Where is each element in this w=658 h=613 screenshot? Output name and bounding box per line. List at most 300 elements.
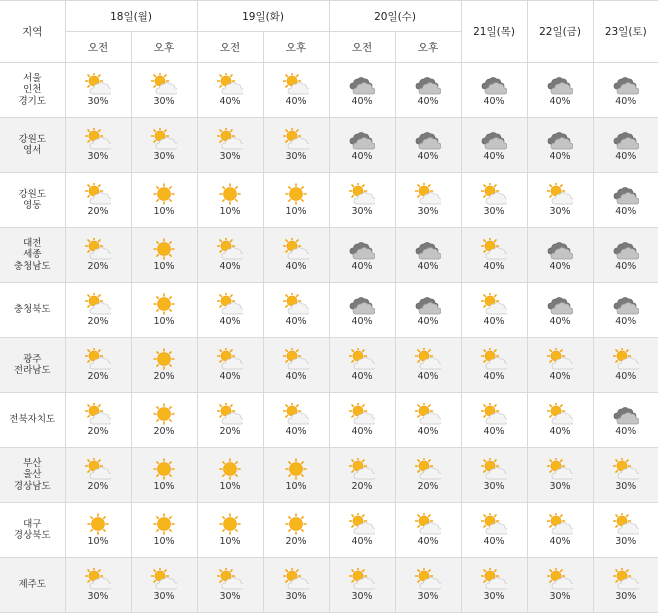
sun-behind-cloud-icon	[481, 403, 507, 425]
forecast-cell	[461, 283, 527, 338]
sun-icon	[151, 293, 177, 315]
am-header: 오전	[65, 32, 131, 63]
sun-behind-cloud-icon	[283, 293, 309, 315]
forecast-cell	[461, 338, 527, 393]
precipitation-percent: 40%	[417, 426, 439, 437]
forecast-cell	[65, 173, 131, 228]
precipitation-percent: 20%	[351, 481, 373, 492]
sun-behind-cloud-icon	[217, 348, 243, 370]
precipitation-percent: 30%	[87, 591, 109, 602]
precipitation-percent: 20%	[87, 261, 109, 272]
region-name-line: 영동	[23, 200, 42, 211]
precipitation-percent: 20%	[219, 426, 241, 437]
precipitation-percent: 10%	[153, 536, 175, 547]
precipitation-percent: 30%	[549, 591, 571, 602]
sun-behind-cloud-icon	[481, 568, 507, 590]
forecast-cell	[65, 118, 131, 173]
forecast-cell	[329, 448, 395, 503]
precipitation-percent: 10%	[285, 481, 307, 492]
forecast-cell	[329, 393, 395, 448]
sun-behind-cloud-icon	[217, 403, 243, 425]
region-cell	[0, 283, 65, 338]
sun-icon	[151, 238, 177, 260]
cloud-icon	[613, 128, 639, 150]
precipitation-percent: 10%	[285, 206, 307, 217]
precipitation-percent: 40%	[483, 261, 505, 272]
sun-behind-cloud-icon	[349, 513, 375, 535]
forecast-cell	[197, 448, 263, 503]
precipitation-percent: 40%	[615, 426, 637, 437]
region-cell	[0, 558, 65, 613]
precipitation-percent: 20%	[153, 426, 175, 437]
cloud-icon	[349, 293, 375, 315]
precipitation-percent: 40%	[351, 426, 373, 437]
precipitation-percent: 20%	[87, 371, 109, 382]
forecast-cell	[593, 558, 658, 613]
forecast-cell	[593, 173, 658, 228]
precipitation-percent: 40%	[351, 96, 373, 107]
region-name-line: 서울	[23, 72, 42, 84]
cloud-icon	[613, 293, 639, 315]
region-name-line: 강원도	[18, 188, 47, 200]
forecast-cell	[593, 503, 658, 558]
precipitation-percent: 10%	[153, 481, 175, 492]
sun-behind-cloud-icon	[547, 458, 573, 480]
sun-behind-cloud-icon	[481, 183, 507, 205]
forecast-cell	[65, 448, 131, 503]
cloud-icon	[613, 73, 639, 95]
sun-behind-cloud-icon	[481, 293, 507, 315]
forecast-cell	[461, 558, 527, 613]
forecast-cell	[461, 393, 527, 448]
forecast-cell	[131, 338, 197, 393]
sun-behind-cloud-icon	[151, 568, 177, 590]
sun-behind-cloud-icon	[217, 128, 243, 150]
forecast-cell	[131, 118, 197, 173]
sun-icon	[151, 348, 177, 370]
sun-behind-cloud-icon	[151, 73, 177, 95]
forecast-cell	[263, 63, 329, 118]
region-name-line: 세종	[23, 249, 42, 261]
region-name-line: 충청남도	[13, 260, 51, 272]
precipitation-percent: 40%	[549, 316, 571, 327]
cloud-icon	[547, 238, 573, 260]
am-header: 오전	[197, 32, 263, 63]
sun-behind-cloud-icon	[85, 183, 111, 205]
sun-behind-cloud-icon	[415, 458, 441, 480]
sun-icon	[217, 513, 243, 535]
day-header: 22일(금)	[527, 1, 593, 63]
forecast-cell	[593, 118, 658, 173]
sun-behind-cloud-icon	[349, 348, 375, 370]
region-name-line: 경상남도	[13, 480, 51, 492]
forecast-cell	[593, 338, 658, 393]
forecast-cell	[263, 393, 329, 448]
precipitation-percent: 40%	[615, 206, 637, 217]
forecast-cell	[263, 118, 329, 173]
forecast-cell	[395, 393, 461, 448]
forecast-cell	[65, 338, 131, 393]
precipitation-percent: 30%	[417, 591, 439, 602]
table-row	[0, 503, 658, 558]
forecast-cell	[197, 503, 263, 558]
precipitation-percent: 30%	[351, 591, 373, 602]
forecast-cell	[527, 503, 593, 558]
sun-behind-cloud-icon	[85, 568, 111, 590]
forecast-cell	[593, 228, 658, 283]
region-cell	[0, 228, 65, 283]
precipitation-percent: 40%	[417, 371, 439, 382]
day-header: 18일(월)	[65, 1, 197, 32]
forecast-cell	[527, 558, 593, 613]
forecast-cell	[527, 228, 593, 283]
precipitation-percent: 30%	[285, 591, 307, 602]
forecast-cell	[527, 338, 593, 393]
sun-icon	[151, 183, 177, 205]
precipitation-percent: 40%	[549, 261, 571, 272]
sun-behind-cloud-icon	[481, 238, 507, 260]
region-name-line: 강원도	[18, 133, 47, 145]
forecast-cell	[263, 558, 329, 613]
precipitation-percent: 10%	[153, 206, 175, 217]
precipitation-percent: 30%	[219, 151, 241, 162]
sun-behind-cloud-icon	[613, 458, 639, 480]
sun-behind-cloud-icon	[349, 568, 375, 590]
forecast-cell	[65, 558, 131, 613]
forecast-cell	[263, 283, 329, 338]
precipitation-percent: 30%	[615, 481, 637, 492]
sun-behind-cloud-icon	[283, 73, 309, 95]
region-cell	[0, 173, 65, 228]
forecast-cell	[461, 503, 527, 558]
region-cell	[0, 448, 65, 503]
precipitation-percent: 40%	[351, 371, 373, 382]
region-name-line: 제주도	[18, 579, 47, 591]
sun-behind-cloud-icon	[283, 238, 309, 260]
precipitation-percent: 10%	[153, 261, 175, 272]
forecast-cell	[395, 118, 461, 173]
precipitation-percent: 30%	[87, 151, 109, 162]
cloud-icon	[547, 128, 573, 150]
forecast-cell	[65, 283, 131, 338]
forecast-cell	[461, 228, 527, 283]
forecast-cell	[593, 393, 658, 448]
precipitation-percent: 40%	[285, 261, 307, 272]
forecast-cell	[527, 63, 593, 118]
region-cell	[0, 63, 65, 118]
precipitation-percent: 30%	[483, 591, 505, 602]
pm-header: 오후	[263, 32, 329, 63]
precipitation-percent: 30%	[483, 206, 505, 217]
precipitation-percent: 40%	[615, 151, 637, 162]
sun-behind-cloud-icon	[415, 348, 441, 370]
table-row	[0, 63, 658, 118]
precipitation-percent: 20%	[153, 371, 175, 382]
precipitation-percent: 30%	[351, 206, 373, 217]
sun-behind-cloud-icon	[85, 238, 111, 260]
forecast-cell	[593, 63, 658, 118]
cloud-icon	[613, 183, 639, 205]
precipitation-percent: 40%	[549, 371, 571, 382]
precipitation-percent: 40%	[483, 316, 505, 327]
forecast-cell	[65, 63, 131, 118]
sun-icon	[217, 183, 243, 205]
region-cell	[0, 118, 65, 173]
region-name-line: 인천	[23, 84, 42, 96]
day-header: 21일(목)	[461, 1, 527, 63]
cloud-icon	[415, 293, 441, 315]
sun-behind-cloud-icon	[85, 403, 111, 425]
sun-behind-cloud-icon	[481, 348, 507, 370]
day-header: 23일(토)	[593, 1, 658, 63]
precipitation-percent: 40%	[417, 316, 439, 327]
forecast-cell	[263, 448, 329, 503]
sun-behind-cloud-icon	[547, 403, 573, 425]
precipitation-percent: 10%	[87, 536, 109, 547]
precipitation-percent: 20%	[417, 481, 439, 492]
cloud-icon	[415, 238, 441, 260]
region-name-line: 대구	[23, 518, 42, 530]
forecast-cell	[395, 558, 461, 613]
table-row	[0, 448, 658, 503]
sun-behind-cloud-icon	[415, 568, 441, 590]
precipitation-percent: 40%	[351, 261, 373, 272]
precipitation-percent: 40%	[351, 151, 373, 162]
precipitation-percent: 30%	[615, 536, 637, 547]
forecast-cell	[197, 558, 263, 613]
sun-behind-cloud-icon	[349, 183, 375, 205]
forecast-cell	[131, 63, 197, 118]
forecast-cell	[395, 173, 461, 228]
sun-behind-cloud-icon	[217, 293, 243, 315]
sun-behind-cloud-icon	[151, 128, 177, 150]
forecast-cell	[461, 173, 527, 228]
forecast-cell	[329, 173, 395, 228]
precipitation-percent: 40%	[417, 151, 439, 162]
cloud-icon	[613, 238, 639, 260]
precipitation-percent: 30%	[549, 481, 571, 492]
forecast-cell	[329, 503, 395, 558]
forecast-cell	[329, 338, 395, 393]
forecast-cell	[395, 503, 461, 558]
forecast-cell	[461, 448, 527, 503]
sun-behind-cloud-icon	[481, 458, 507, 480]
precipitation-percent: 30%	[615, 591, 637, 602]
forecast-cell	[329, 558, 395, 613]
precipitation-percent: 40%	[285, 316, 307, 327]
forecast-cell	[197, 228, 263, 283]
forecast-cell	[263, 173, 329, 228]
cloud-icon	[547, 73, 573, 95]
sun-behind-cloud-icon	[547, 183, 573, 205]
forecast-cell	[329, 228, 395, 283]
region-cell	[0, 503, 65, 558]
forecast-cell	[527, 448, 593, 503]
region-name-line: 영서	[23, 145, 42, 156]
table-row	[0, 118, 658, 173]
precipitation-percent: 20%	[87, 316, 109, 327]
sun-icon	[85, 513, 111, 535]
region-name-line: 대전	[23, 237, 42, 249]
forecast-cell	[263, 503, 329, 558]
forecast-cell	[65, 503, 131, 558]
precipitation-percent: 20%	[87, 481, 109, 492]
forecast-cell	[197, 338, 263, 393]
precipitation-percent: 40%	[417, 536, 439, 547]
forecast-cell	[197, 63, 263, 118]
region-cell	[0, 393, 65, 448]
precipitation-percent: 40%	[549, 96, 571, 107]
cloud-icon	[613, 403, 639, 425]
sun-behind-cloud-icon	[85, 458, 111, 480]
forecast-cell	[395, 63, 461, 118]
sun-behind-cloud-icon	[613, 568, 639, 590]
region-name-line: 경상북도	[13, 530, 51, 541]
precipitation-percent: 40%	[351, 536, 373, 547]
region-name-line: 광주	[23, 353, 42, 365]
forecast-cell	[65, 393, 131, 448]
region-name-line: 충청북도	[13, 304, 51, 316]
region-name-line: 울산	[23, 469, 42, 481]
precipitation-percent: 40%	[549, 426, 571, 437]
sun-behind-cloud-icon	[415, 403, 441, 425]
forecast-cell	[131, 503, 197, 558]
cloud-icon	[481, 73, 507, 95]
forecast-cell	[197, 118, 263, 173]
precipitation-percent: 40%	[219, 316, 241, 327]
cloud-icon	[481, 128, 507, 150]
forecast-cell	[329, 283, 395, 338]
day-header: 20일(수)	[329, 1, 461, 32]
forecast-cell	[263, 228, 329, 283]
region-name-line: 경기도	[18, 95, 47, 107]
sun-behind-cloud-icon	[85, 73, 111, 95]
precipitation-percent: 30%	[219, 591, 241, 602]
cloud-icon	[349, 128, 375, 150]
forecast-cell	[395, 448, 461, 503]
precipitation-percent: 40%	[549, 151, 571, 162]
precipitation-percent: 40%	[219, 261, 241, 272]
sun-icon	[283, 513, 309, 535]
sun-behind-cloud-icon	[415, 183, 441, 205]
precipitation-percent: 20%	[87, 426, 109, 437]
cloud-icon	[415, 128, 441, 150]
day-header: 19일(화)	[197, 1, 329, 32]
forecast-cell	[131, 448, 197, 503]
pm-header: 오후	[131, 32, 197, 63]
forecast-cell	[527, 283, 593, 338]
forecast-cell	[461, 118, 527, 173]
precipitation-percent: 40%	[285, 96, 307, 107]
sun-behind-cloud-icon	[349, 458, 375, 480]
precipitation-percent: 10%	[153, 316, 175, 327]
forecast-cell	[197, 283, 263, 338]
sun-behind-cloud-icon	[217, 568, 243, 590]
region-name-line: 전북자치도	[9, 414, 56, 426]
sun-icon	[217, 458, 243, 480]
table-row	[0, 338, 658, 393]
sun-behind-cloud-icon	[613, 348, 639, 370]
precipitation-percent: 40%	[483, 371, 505, 382]
forecast-cell	[131, 228, 197, 283]
cloud-icon	[547, 293, 573, 315]
am-header: 오전	[329, 32, 395, 63]
table-row	[0, 558, 658, 613]
precipitation-percent: 30%	[483, 481, 505, 492]
precipitation-percent: 20%	[87, 206, 109, 217]
forecast-cell	[527, 393, 593, 448]
sun-behind-cloud-icon	[85, 293, 111, 315]
forecast-cell	[527, 118, 593, 173]
forecast-cell	[329, 63, 395, 118]
precipitation-percent: 40%	[351, 316, 373, 327]
table-row	[0, 283, 658, 338]
sun-icon	[151, 403, 177, 425]
forecast-cell	[131, 558, 197, 613]
region-column-header: 지역	[0, 1, 65, 63]
sun-behind-cloud-icon	[283, 403, 309, 425]
table-row	[0, 173, 658, 228]
cloud-icon	[415, 73, 441, 95]
sun-behind-cloud-icon	[547, 513, 573, 535]
precipitation-percent: 40%	[417, 261, 439, 272]
region-name-line: 부산	[23, 457, 42, 469]
precipitation-percent: 30%	[87, 96, 109, 107]
sun-behind-cloud-icon	[613, 513, 639, 535]
precipitation-percent: 40%	[483, 426, 505, 437]
forecast-cell	[593, 283, 658, 338]
cloud-icon	[349, 73, 375, 95]
precipitation-percent: 40%	[219, 371, 241, 382]
sun-icon	[151, 513, 177, 535]
forecast-cell	[593, 448, 658, 503]
forecast-cell	[395, 283, 461, 338]
precipitation-percent: 10%	[219, 481, 241, 492]
sun-behind-cloud-icon	[415, 513, 441, 535]
forecast-cell	[527, 173, 593, 228]
precipitation-percent: 40%	[219, 96, 241, 107]
sun-behind-cloud-icon	[217, 73, 243, 95]
precipitation-percent: 30%	[285, 151, 307, 162]
forecast-cell	[395, 228, 461, 283]
precipitation-percent: 40%	[615, 96, 637, 107]
sun-behind-cloud-icon	[547, 568, 573, 590]
precipitation-percent: 30%	[153, 151, 175, 162]
sun-icon	[283, 458, 309, 480]
precipitation-percent: 40%	[483, 536, 505, 547]
precipitation-percent: 40%	[285, 371, 307, 382]
table-row	[0, 393, 658, 448]
table-row	[0, 228, 658, 283]
precipitation-percent: 30%	[153, 96, 175, 107]
region-cell	[0, 338, 65, 393]
precipitation-percent: 40%	[549, 536, 571, 547]
sun-behind-cloud-icon	[283, 568, 309, 590]
precipitation-percent: 40%	[285, 426, 307, 437]
forecast-cell	[263, 338, 329, 393]
pm-header: 오후	[395, 32, 461, 63]
forecast-cell	[131, 283, 197, 338]
region-name-line: 전라남도	[13, 365, 51, 376]
precipitation-percent: 30%	[549, 206, 571, 217]
forecast-cell	[395, 338, 461, 393]
sun-behind-cloud-icon	[283, 128, 309, 150]
sun-behind-cloud-icon	[547, 348, 573, 370]
precipitation-percent: 30%	[153, 591, 175, 602]
precipitation-percent: 40%	[483, 96, 505, 107]
sun-behind-cloud-icon	[283, 348, 309, 370]
cloud-icon	[349, 238, 375, 260]
